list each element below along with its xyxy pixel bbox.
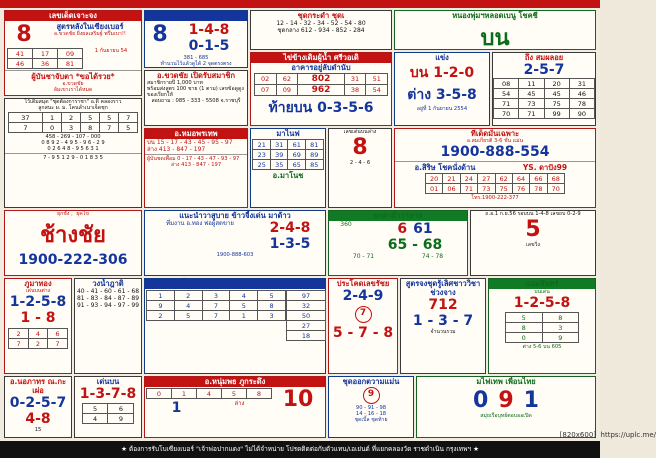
left-row-1: 458 - 269 - 107 - 000 <box>45 134 101 140</box>
left-row-4: 7 - 9 5 1 2 9 - 0 1 8 3 5 <box>43 155 103 161</box>
side-note-2: 2 - 4 - 6 <box>349 160 371 166</box>
panel-title: ประโคดเลขรัชย <box>336 279 390 288</box>
main-number: 2-5-7 <box>523 62 565 78</box>
number-grid <box>493 78 595 119</box>
cell: 8 <box>81 123 100 133</box>
cell-main: 962 <box>298 85 344 96</box>
bottom-number: 5 - 7 - 8 <box>332 325 394 341</box>
cell: 45 <box>544 89 569 99</box>
cell: 70 <box>547 184 564 194</box>
panel-badge: บน <box>480 26 510 51</box>
panel-title: อ.หนุ่มพธ ภูกระดึง <box>145 377 325 387</box>
right-grid <box>286 290 326 341</box>
cell: 06 <box>443 184 460 194</box>
cell: 54 <box>366 85 388 96</box>
col: 1 <box>147 291 175 301</box>
panel-lek-ded <box>4 10 142 96</box>
left-table <box>8 112 139 133</box>
row-2: 74 - 78 <box>421 253 444 260</box>
panel-title: มไฟเทพ เพื่อนไทย <box>476 377 536 386</box>
left-row-2: 0 8 9 2 - 4 9 5 - 9 6 - 2 9 <box>41 140 105 146</box>
line-1: สมาชิกรายปี 1,000 บาท <box>147 80 203 86</box>
cell: 3 <box>258 311 286 321</box>
cell: 78 <box>530 184 547 194</box>
cell: 23 <box>253 150 271 160</box>
row-3: 1 <box>523 388 539 413</box>
misc-note: ถ.อ.1 ก.ย.56 รอบบน 1-4-8 เลขถบ 0-2-9 <box>485 211 581 217</box>
grid <box>505 312 579 343</box>
cell: 76 <box>512 184 529 194</box>
cell: 21 <box>443 174 460 184</box>
cell: 09 <box>276 85 298 96</box>
cell: 1 <box>230 311 258 321</box>
cell: 54 <box>494 89 519 99</box>
teedet-grid <box>425 173 565 194</box>
col: 3 <box>202 291 230 301</box>
panel-author: ที่มงาน อ.ทอง พ่อผู้สดขาย <box>166 220 234 227</box>
panel-author: อ.ขวดชัย ยิ่งผลเสริมฐ์ พรึ่มเบา!! <box>53 31 126 37</box>
cell: 08 <box>494 79 519 89</box>
cell: 71 <box>460 184 477 194</box>
range-text: 381 - 685 <box>183 55 209 61</box>
cell: 5 <box>222 389 247 399</box>
series-2: 1 - 8 <box>20 310 56 326</box>
side-number: 8 <box>352 135 368 160</box>
cell: 7 <box>119 113 138 123</box>
cell: 46 <box>569 89 594 99</box>
cell: 2 <box>9 329 28 339</box>
cell: 1 <box>172 389 197 399</box>
panel-wongnamyat <box>74 278 142 374</box>
cell: 69 <box>288 150 306 160</box>
cell: 4 <box>174 301 202 311</box>
panel-nongphum <box>394 10 596 50</box>
col: 5 <box>258 291 286 301</box>
main-circle: 9 <box>363 387 380 404</box>
panel-title: อ.ขวดชัย เปิดรับสมาชิก <box>156 71 235 80</box>
grid-cell: 09 <box>58 49 83 59</box>
panel-note: ต่าง 5-6 บน 605 <box>522 344 562 350</box>
cell: 7 <box>202 311 230 321</box>
top-red-bar <box>0 0 600 8</box>
cell: 5 <box>174 311 202 321</box>
rows: 15 <box>34 427 42 433</box>
cell: 31 <box>569 79 594 89</box>
sub-panel-title: ผู้บันชาจับตา *ขอได้รวย* <box>31 72 115 81</box>
cell: 0 <box>43 123 62 133</box>
panel-title: เช้าซื้อ,นกระชับ (จะรูตรเลิศการบน-ล่าง) <box>145 279 325 289</box>
panel-khai-khang <box>250 52 392 126</box>
cell-main: 802 <box>298 74 344 85</box>
cell: 75 <box>544 99 569 109</box>
cell: 27 <box>287 321 326 331</box>
cell: 71 <box>494 99 519 109</box>
panel-title: แมมจันทร์ <box>489 279 595 289</box>
panel-date: 1 กันยายน 54 <box>94 48 128 54</box>
cell: 64 <box>512 174 529 184</box>
cell: 20 <box>544 79 569 89</box>
cell: 73 <box>478 184 495 194</box>
header-sub: ลูกสนะ ผ. ม. โคนลำเนาเจ็ดชุก <box>38 105 108 111</box>
cell: 07 <box>254 85 276 96</box>
panel-thueng-somphon <box>492 52 596 126</box>
panel-numphet <box>144 376 326 438</box>
cell: 37 <box>8 113 42 123</box>
cell: 62 <box>495 174 512 184</box>
panel-phone: 1900-222-306 <box>18 252 128 268</box>
cell: 1 <box>43 113 62 123</box>
grid-cell: 17 <box>33 49 58 59</box>
row-3: 91 - 93 - 94 - 97 - 99 <box>76 302 140 309</box>
panel-phone: 1900-888-603 <box>216 252 254 258</box>
watermark-site: https://uplc.me/ <box>600 431 656 439</box>
cell: 2 <box>147 311 175 321</box>
cell: 62 <box>276 74 298 85</box>
pair-2: 1-3-5 <box>269 236 311 252</box>
cell: 27 <box>478 174 495 184</box>
row-2: 1 - 3 - 7 <box>412 313 474 329</box>
panel-ekachiwa <box>144 10 248 68</box>
panel-note: จำนวนรวม <box>430 329 456 335</box>
cell: 5 <box>230 301 258 311</box>
pair: 65 - 68 <box>387 237 443 253</box>
bottom-number: ท้ายบน 0-3-5-6 <box>268 100 374 116</box>
row-2: 9 <box>498 388 514 413</box>
header-note: ไว้เดิมสมุด "ชุดต้องการาชา" อ.ดิ คลองราว <box>24 99 122 105</box>
row-1: 0 <box>473 388 489 413</box>
panel-phumathong <box>4 278 72 374</box>
line-1: 12 - 14 - 32 - 34 - 52 - 54 - 80 <box>276 20 366 27</box>
big-number: 10 <box>282 387 314 412</box>
footer-bar <box>0 441 600 458</box>
grid-cell: 41 <box>8 49 33 59</box>
cell: 75 <box>495 184 512 194</box>
cell: 0 <box>147 389 172 399</box>
pair-1: 1-4-8 <box>188 22 230 38</box>
cell: 7 <box>8 123 42 133</box>
cell: 8 <box>258 301 286 311</box>
cell: 6 <box>48 329 67 339</box>
col: 4 <box>230 291 258 301</box>
cell: 32 <box>287 301 326 311</box>
sub-panel-brand: อ.ขวดชัย <box>62 81 84 87</box>
panel-title: ชุดออกตวามแม่น <box>342 377 400 386</box>
panel-note: อ.สมเกียรติ 3-6 ชั่น แม่น <box>466 138 524 144</box>
panel-right-misc <box>470 210 596 276</box>
panel-title: เลขเด็ดเจาะจง <box>5 11 141 21</box>
panel-title: แนะนำวาสูบาย ข้าวจี้งเด่น มาด้าว <box>179 211 291 220</box>
cell: 81 <box>305 140 323 150</box>
cell: 4 <box>82 414 108 424</box>
row-1: 70 - 71 <box>352 253 375 260</box>
line-3: สอบถาม : 085 - 333 - 5508 จ.ราชบุรี <box>151 98 241 104</box>
panel-title: มาไนฟ <box>276 129 300 138</box>
misc-note-2: เลขวิ่ง <box>526 242 540 248</box>
cell: 7 <box>100 123 119 133</box>
pair-1: บน 1-2-0 <box>409 65 475 81</box>
row-1: บน 15 - 17 - 43 - 45 - 95 - 97 <box>147 139 233 146</box>
panel-tag-1: ยุกชั่ง ，ยุคไข <box>57 211 89 217</box>
panel-chaosue <box>144 278 326 374</box>
mid-circle: 7 <box>355 306 372 323</box>
panel-title: อีกชีวาชีวิปู่ภูหรือ <box>145 11 247 21</box>
panel-title: เด่นบน <box>96 377 120 386</box>
cell: 6 <box>108 404 134 414</box>
row-1: 90 - 91 - 98 <box>355 405 387 411</box>
cell: 5 <box>100 113 119 123</box>
cell: 35 <box>270 160 288 170</box>
cell: 8 <box>247 389 272 399</box>
watermark-size: [820x600] <box>559 431 596 439</box>
cell: 70 <box>494 109 519 119</box>
num-2: 61 <box>413 221 433 237</box>
panel-title: อ.นอภาทร ณ.กะเผ่อ <box>9 377 67 395</box>
cell: 02 <box>254 74 276 85</box>
grid-cell: 81 <box>58 59 83 69</box>
cell: 3 <box>542 323 579 333</box>
pair-1: 0-2-5-7 <box>9 395 67 411</box>
cell: 18 <box>287 331 326 341</box>
cell: 90 <box>569 109 594 119</box>
grid <box>82 403 135 424</box>
panel-noraphat <box>4 376 72 438</box>
cell: 39 <box>270 150 288 160</box>
cell: 31 <box>270 140 288 150</box>
panel-subtitle: อาคารอยู่ลับดำนับ <box>291 63 351 72</box>
cell: 8 <box>505 323 542 333</box>
left-row-3: 0 2 6 4 8 - 9 5 6 3 1 <box>47 146 99 152</box>
panel-subtitle: สูตรหลังในเซียงเบอร์ <box>56 22 124 31</box>
panel-note: สมุ่ยเรือบุทย์ตอบออเปิด <box>480 413 532 419</box>
pair-2: 0-1-5 <box>188 38 230 54</box>
panel-manai-side <box>328 128 392 208</box>
panel-maifathep <box>416 376 596 438</box>
panel-khaeng <box>394 52 490 126</box>
panel-brand-2: YS. ดาปัง99 <box>522 163 568 172</box>
row-1: 712 <box>428 297 458 313</box>
panel-prakod <box>328 278 398 374</box>
cell: 4 <box>28 329 47 339</box>
panel-phone: 1900-888-554 <box>440 144 550 160</box>
pair-2: ต่าง 3-5-8 <box>407 87 477 103</box>
number-grid <box>7 48 83 69</box>
panel-naenam <box>144 210 326 276</box>
panel-title: ภูมาทอง <box>24 279 52 288</box>
note-text: ทำนวนไว้แล้วดูได้ 2 จุดตรงตรง <box>160 61 232 67</box>
mid-text-2: ล่าง 413 - 847 - 197 <box>170 162 222 168</box>
panel-left-stack <box>4 98 142 208</box>
cell: 68 <box>547 174 564 184</box>
cols-grid <box>146 290 286 321</box>
grid-cell: 46 <box>8 59 33 69</box>
row-1: 40 - 41 - 60 - 61 - 68 <box>76 288 140 295</box>
footer-text: ★ ต้องการรับโบเซียงเบอร์ "เจ้าพ่อปากแดง" ไม่ได้จำหน่าย โปรดติดต่อกับตัวแทน/เอเย่นต์ ที่แยกคลองวัด ราชดำเนิน กรุงเทพฯ ★ <box>121 445 479 453</box>
cell: 9 <box>542 333 579 343</box>
panel-title: สูตรจงชุดรู้เลิศชาววิชาช่วงจาง <box>405 279 481 297</box>
row-2: 14 - 16 - 18 <box>355 411 387 417</box>
cell: 97 <box>287 291 326 301</box>
cell: 99 <box>544 109 569 119</box>
side-number: 360 <box>340 221 352 228</box>
cell: 01 <box>426 184 443 194</box>
cell: 2 <box>28 339 47 349</box>
cell: 45 <box>519 89 544 99</box>
panel-label: เด่นบนต่าง <box>25 288 51 294</box>
cell: 78 <box>569 99 594 109</box>
alt-number: 1 <box>171 400 182 416</box>
cell: 2 <box>62 113 81 123</box>
grid-cell: 36 <box>33 59 58 69</box>
main-number: 8 <box>152 22 168 47</box>
cell: 3 <box>62 123 81 133</box>
cell: 7 <box>202 301 230 311</box>
bottom-label: ล่าง <box>234 400 245 407</box>
panel-title: วงน้ำฎาติ <box>92 279 124 288</box>
panel-bottom-title: อ.มาโนช <box>272 171 304 180</box>
pair-2: 4-8 <box>25 411 51 427</box>
panel-title: ถึง สมผลอย <box>524 53 564 62</box>
cell: 38 <box>344 85 366 96</box>
panel-title: หนองพุ่มฯหลอดเบนู โชคชี <box>452 11 538 20</box>
mid-text: ผู้บันชดเพื่อม 0 - 17 - 43 - 47 - 93 - 97 <box>147 156 240 162</box>
panel-changchai <box>4 210 142 276</box>
note-text: อยู่ที่ 1 กันยายน 2554 <box>416 106 468 112</box>
cell: 25 <box>253 160 271 170</box>
panel-sutchong <box>400 278 486 374</box>
manai-grid <box>252 139 323 170</box>
cell: 71 <box>519 109 544 119</box>
panel-title: ช้างชัย <box>40 223 106 248</box>
cell: 7 <box>9 339 28 349</box>
panel-yok-kha-wahai <box>328 210 468 276</box>
main-number: 8 <box>16 22 32 47</box>
sub-panel-tagline: ล้มเขาเราได้หมด <box>53 87 93 93</box>
cell: 20 <box>426 174 443 184</box>
side-note: เลขเด่นบนล่าง <box>343 129 377 135</box>
cell: 50 <box>287 311 326 321</box>
row-2: ล่าง 413 - 847 - 197 <box>147 146 206 153</box>
cell: 9 <box>147 301 175 311</box>
grid <box>8 328 67 349</box>
panel-maemchan <box>488 278 596 374</box>
number-table <box>254 73 388 96</box>
cell: 11 <box>519 79 544 89</box>
row-2: 81 - 83 - 84 - 87 - 89 <box>76 295 140 302</box>
cell: 5 <box>505 313 542 323</box>
panel-chud-ok <box>328 376 414 438</box>
main-number: 2-4-9 <box>342 288 384 304</box>
cell: 0 <box>505 333 542 343</box>
misc-number: 5 <box>525 217 541 242</box>
panel-manai <box>250 128 326 208</box>
cell: 8 <box>542 313 579 323</box>
panel-phone-2: โทร.1900-222-377 <box>471 195 519 201</box>
num-1: 6 <box>397 221 408 237</box>
line-2: พร้อมส่งสูตร 100 ชาย (1 ตาม) เลขข้อดูดูง ของเรียกให้ <box>147 86 244 98</box>
pair-1: 2-4-8 <box>269 220 311 236</box>
panel-title-2: อ.สิริษ โชคนั่งด้าน <box>414 163 476 172</box>
cell: 85 <box>305 160 323 170</box>
cell: 51 <box>366 74 388 85</box>
panel-title: ทีเด็ดมั่นเฉพาะ <box>470 129 520 138</box>
panel-register <box>144 70 248 126</box>
cell: 7 <box>48 339 67 349</box>
series-1: 1-2-5-8 <box>9 294 67 310</box>
panel-denbon <box>74 376 142 438</box>
panel-teedet <box>394 128 596 208</box>
panel-chud-kradam <box>250 10 392 50</box>
cell: 31 <box>344 74 366 85</box>
cell: 89 <box>305 150 323 160</box>
line-2: ชุดกลาง 612 - 934 - 852 - 284 <box>277 27 365 34</box>
panel-title: แข่ง <box>435 53 449 62</box>
panel-sub: บนเด่น <box>534 289 550 295</box>
col: 2 <box>174 291 202 301</box>
cell: 21 <box>253 140 271 150</box>
row-1: 1-3-7-8 <box>79 386 137 402</box>
cell: 9 <box>108 414 134 424</box>
main-number: 1-2-5-8 <box>513 295 571 311</box>
panel-title: ไข่ข้างเดิมผู้น้ำ ศรีวอเดิ <box>251 53 391 63</box>
cell: 24 <box>460 174 477 184</box>
cell: 5 <box>82 404 108 414</box>
panel-title: ยกดาถ้าวาหาย <box>329 211 467 221</box>
cell: 61 <box>288 140 306 150</box>
cell: 73 <box>519 99 544 109</box>
panel-title: ชุดกระดำ ชุดเ <box>297 11 345 20</box>
cell: 4 <box>197 389 222 399</box>
cell: 5 <box>81 113 100 123</box>
cells-grid <box>146 388 272 399</box>
panel-title: อ.หมอพรเทพ <box>145 129 247 139</box>
cell: 66 <box>530 174 547 184</box>
cell: 65 <box>288 160 306 170</box>
panel-note: ชุดเบิ้ล ชุดท้าย <box>354 417 388 423</box>
panel-mor-phonthep <box>144 128 248 208</box>
cell: 5 <box>119 123 138 133</box>
